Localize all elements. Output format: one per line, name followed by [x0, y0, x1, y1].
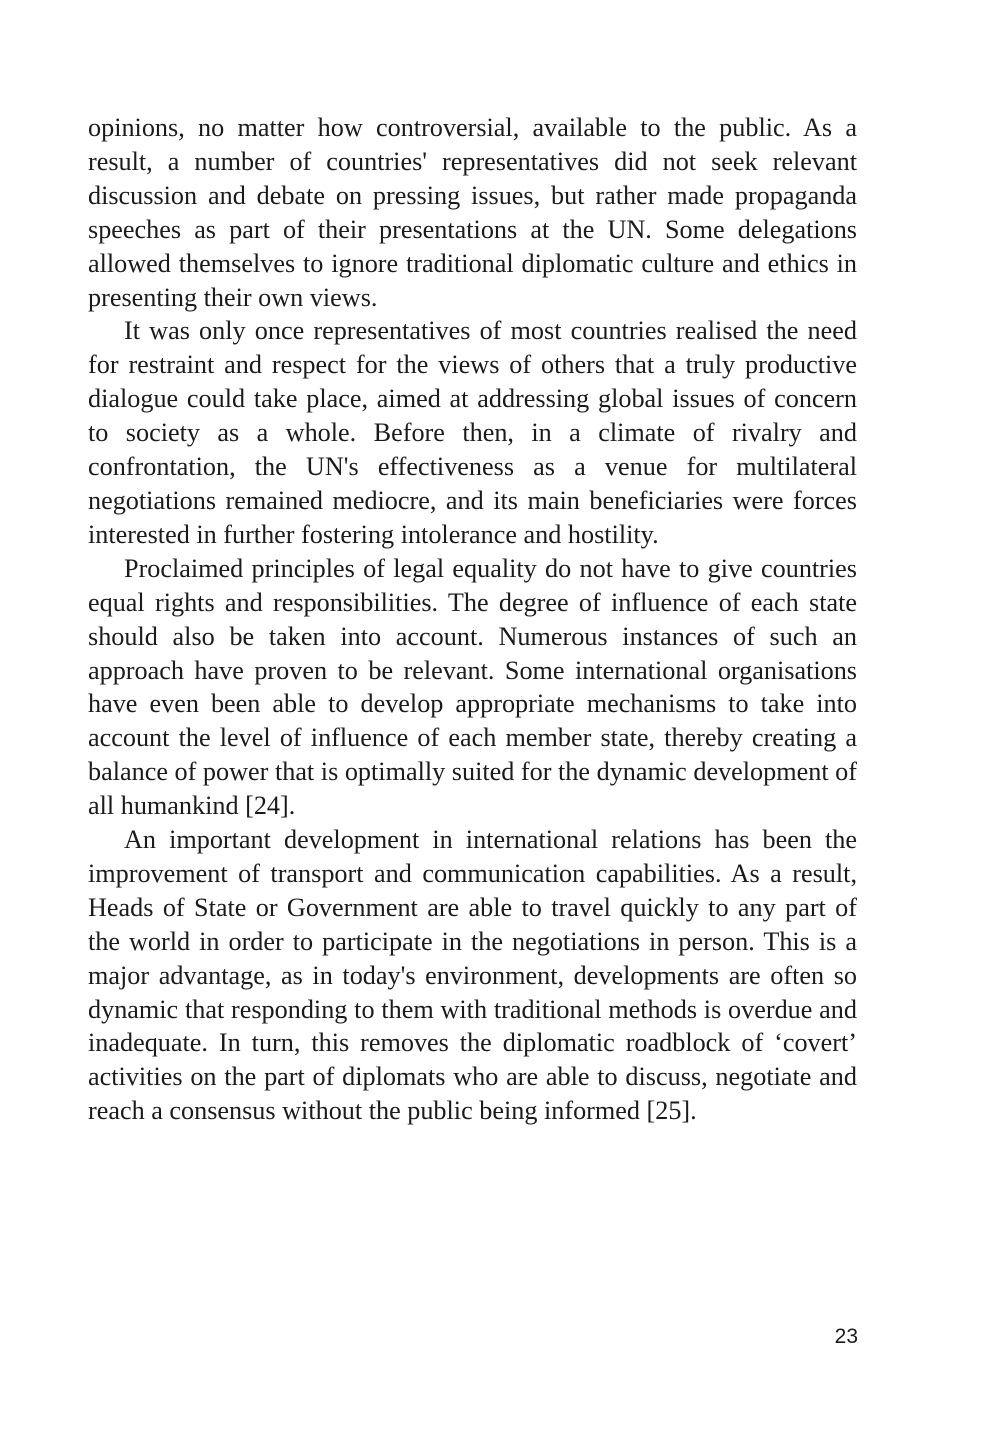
paragraph: It was only once representatives of most countries realised the need for restraint and respect for the views of others that a truly productive dialogue could take place, aimed at addressing global issues of concern to society as a whole. Before then, in a climate of rivalry and confrontation, the UN's effectiveness as a venue for multilateral negotiations remained mediocre, and its main beneficiaries were forces interested in further fostering intolerance and hostility.	[88, 316, 857, 549]
paragraph: Proclaimed principles of legal equality do not have to give countries equal rights and responsibilities. The degree of influence of each state should also be taken into account. Numerous instances of such an approach have proven to be relevant. Some international organisations have even been able to develop appropriate mechanisms to take into account the level of influence of each member state, thereby creating a balance of power that is optimally suited for the dynamic development of all humankind [24].	[88, 553, 857, 821]
page-number: 23	[834, 1325, 858, 1348]
paragraph-continued: opinions, no matter how controversial, available to the public. As a result, a number of countries' representatives did not seek relevant discussion and debate on pressing issues, but rather made propaganda speeches as part of their presentations at the UN. Some delegations allowed themselves to ignore traditional diplomatic culture and ethics in presenting their own views.	[88, 113, 857, 312]
paragraph: An important development in international relations has been the improvement of transport and communication capabilities. As a result, Heads of State or Government are able to travel quickly to any part of the world in order to participate in the negotiations in person. This is a major advantage, as in today's environment, developments are often so dynamic that responding to them with traditional methods is overdue and inadequate. In turn, this removes the diplomatic roadblock of ‘covert’ activities on the part of diplomats who are able to discuss, negotiate and reach a consensus without the public being informed [25].	[88, 825, 857, 1126]
body-text	[88, 111, 857, 1128]
